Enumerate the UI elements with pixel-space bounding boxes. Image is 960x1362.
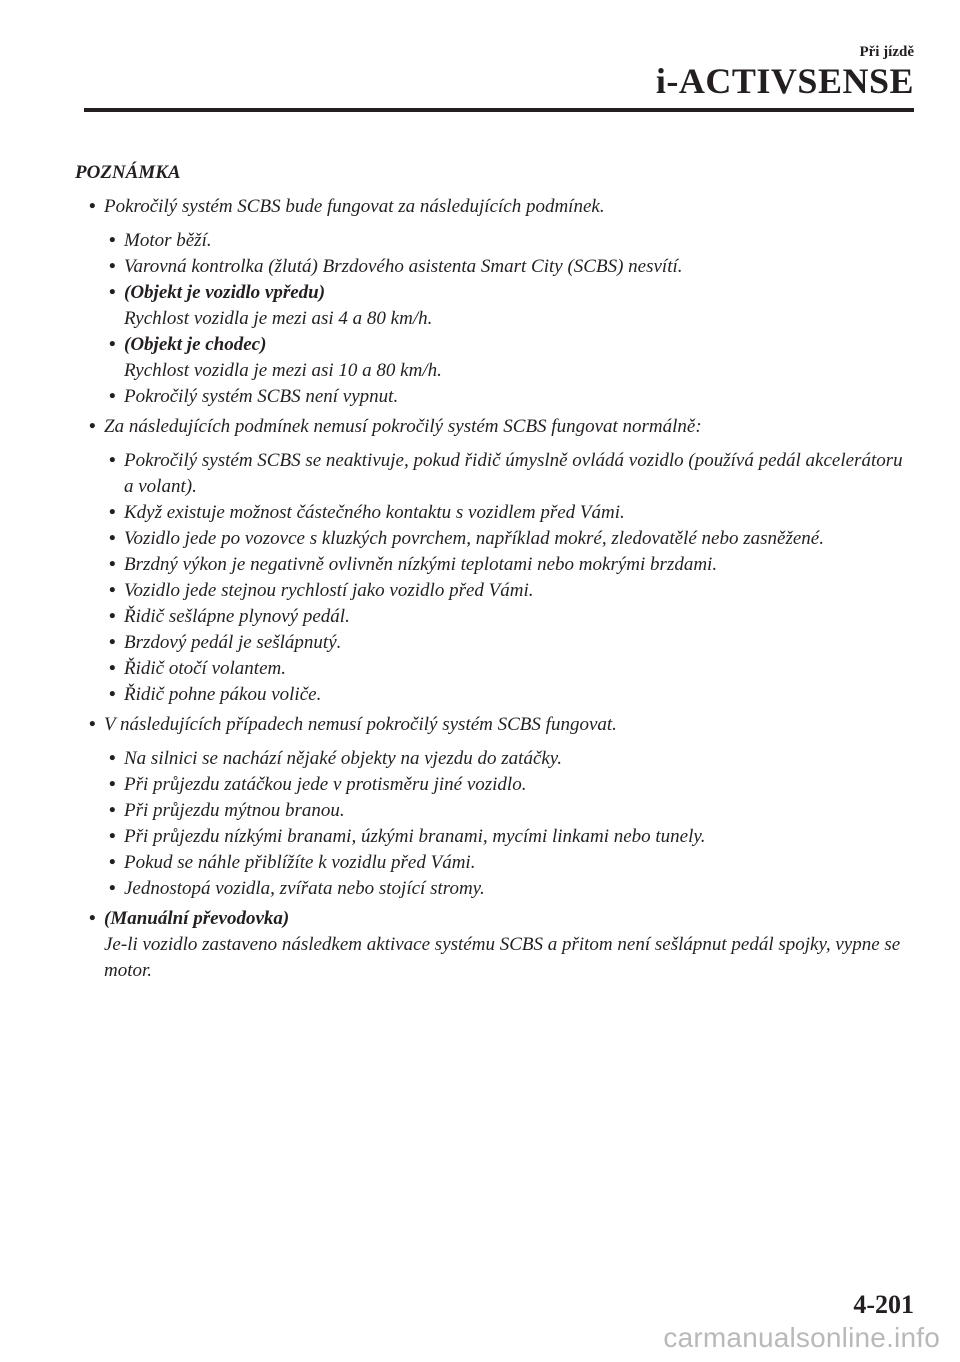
list-item-text: Když existuje možnost částečného kontaktu s vozidlem před Vámi.: [124, 502, 625, 523]
list-item: [72, 824, 912, 850]
list-item: [72, 414, 912, 440]
bullet-icon: •: [89, 416, 96, 437]
bullet-icon: •: [109, 852, 116, 873]
list-item: [72, 526, 912, 552]
list-item: [72, 656, 912, 682]
bullet-icon: •: [109, 334, 116, 355]
note-block: [72, 160, 912, 984]
list-item: [72, 228, 912, 254]
list-item: [72, 630, 912, 656]
list-item-heading: (Manuální převodovka): [104, 908, 290, 929]
bullet-icon: •: [109, 826, 116, 847]
list-item: [72, 746, 912, 772]
bullet-icon: •: [109, 684, 116, 705]
list-item-text: Vozidlo jede po vozovce s kluzkých povrchem, například mokré, zledovatělé nebo zasněžené.: [124, 528, 824, 549]
list-item-text: Jednostopá vozidla, zvířata nebo stojící stromy.: [124, 878, 485, 899]
bullet-icon: •: [109, 230, 116, 251]
list-item: [72, 448, 912, 500]
header-rule: [84, 108, 914, 112]
list-item-text: Je-li vozidlo zastaveno následkem aktivace systému SCBS a přitom není sešlápnut pedál spojky, vypne se motor.: [104, 934, 901, 981]
list-item-text: Motor běží.: [124, 230, 212, 251]
list-item: [72, 194, 912, 220]
page-number: 4-201: [853, 1290, 914, 1319]
list-item: [72, 850, 912, 876]
page-header-title: i-ACTIVSENSE: [655, 61, 914, 101]
list-item-text: Řidič pohne pákou voliče.: [124, 684, 322, 705]
list-item: [72, 798, 912, 824]
list-item: [72, 578, 912, 604]
list-item-text: Při průjezdu zatáčkou jede v protisměru jiné vozidlo.: [124, 774, 527, 795]
bullet-icon: •: [109, 878, 116, 899]
list-item-text: Rychlost vozidla je mezi asi 10 a 80 km/h.: [124, 360, 442, 381]
list-item-text: Rychlost vozidla je mezi asi 4 a 80 km/h.: [124, 308, 433, 329]
sublist: [72, 746, 912, 902]
list-item: [72, 906, 912, 984]
list-item: [72, 500, 912, 526]
bullet-icon: •: [109, 748, 116, 769]
bullet-icon: •: [89, 196, 96, 217]
bullet-icon: •: [109, 800, 116, 821]
sublist: [72, 448, 912, 708]
bullet-icon: •: [89, 714, 96, 735]
list-item-text: Pokročilý systém SCBS není vypnut.: [124, 386, 399, 407]
list-item-text: Za následujících podmínek nemusí pokročilý systém SCBS fungovat normálně:: [104, 416, 702, 437]
list-item-text: Řidič sešlápne plynový pedál.: [124, 606, 350, 627]
page-header-section: Při jízdě: [859, 44, 914, 60]
list-item-text: V následujících případech nemusí pokročilý systém SCBS fungovat.: [104, 714, 617, 735]
bullet-icon: •: [109, 580, 116, 601]
bullet-icon: •: [89, 908, 96, 929]
bullet-icon: •: [109, 502, 116, 523]
list-item-heading: (Objekt je chodec): [124, 334, 267, 355]
list-item-text: Pokročilý systém SCBS se neaktivuje, pokud řidič úmyslně ovládá vozidlo (používá pedál akcelerátoru a volant).: [124, 450, 903, 497]
bullet-icon: •: [109, 774, 116, 795]
list-item: [72, 254, 912, 280]
list-item: [72, 772, 912, 798]
list-item: [72, 332, 912, 384]
list-item-text: Na silnici se nachází nějaké objekty na vjezdu do zatáčky.: [124, 748, 562, 769]
list-item-text: Vozidlo jede stejnou rychlostí jako vozidlo před Vámi.: [124, 580, 534, 601]
list-item-text: Řidič otočí volantem.: [124, 658, 286, 679]
bullet-icon: •: [109, 386, 116, 407]
list-item-text: Pokročilý systém SCBS bude fungovat za následujících podmínek.: [104, 196, 605, 217]
bullet-icon: •: [109, 606, 116, 627]
list-item: [72, 876, 912, 902]
list-item-text: Při průjezdu mýtnou branou.: [124, 800, 345, 821]
list-item: [72, 552, 912, 578]
note-title: POZNÁMKA: [75, 162, 181, 183]
list-item: [72, 682, 912, 708]
list-item-text: Brzdový pedál je sešlápnutý.: [124, 632, 342, 653]
bullet-icon: •: [109, 554, 116, 575]
sublist: [72, 228, 912, 410]
list-item: [72, 280, 912, 332]
bullet-icon: •: [109, 632, 116, 653]
list-item-text: Brzdný výkon je negativně ovlivněn nízkými teplotami nebo mokrými brzdami.: [124, 554, 718, 575]
list-item: [72, 604, 912, 630]
bullet-icon: •: [109, 528, 116, 549]
bullet-icon: •: [109, 450, 116, 471]
bullet-icon: •: [109, 658, 116, 679]
bullet-icon: •: [109, 282, 116, 303]
list-item: [72, 712, 912, 738]
bullet-icon: •: [109, 256, 116, 277]
list-item-text: Varovná kontrolka (žlutá) Brzdového asistenta Smart City (SCBS) nesvítí.: [124, 256, 683, 277]
list-item-heading: (Objekt je vozidlo vpředu): [124, 282, 326, 303]
list-item-text: Při průjezdu nízkými branami, úzkými branami, mycími linkami nebo tunely.: [124, 826, 706, 847]
list-item-text: Pokud se náhle přiblížíte k vozidlu před Vámi.: [124, 852, 476, 873]
list-item: [72, 384, 912, 410]
watermark: carmanualsonline.info: [663, 1322, 940, 1353]
